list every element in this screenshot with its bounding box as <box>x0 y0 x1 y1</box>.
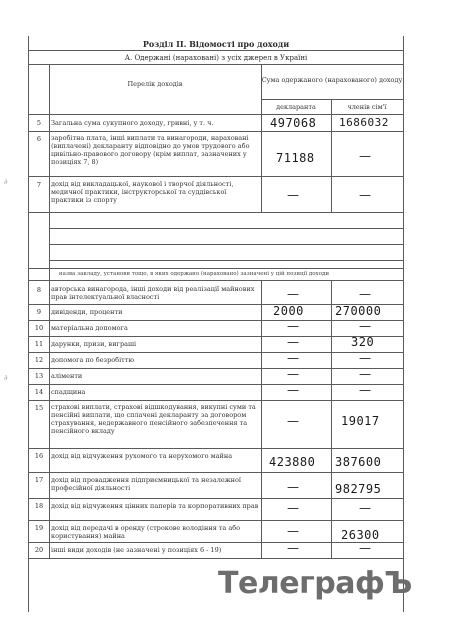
declaration-sheet <box>28 36 404 612</box>
row-description: аліменти <box>51 372 83 380</box>
row-number: 10 <box>34 324 44 332</box>
row-number: 6 <box>36 135 42 143</box>
rule <box>29 448 403 449</box>
declarant-amount: — <box>287 351 299 365</box>
rule <box>29 268 403 269</box>
row-number: 11 <box>34 340 44 348</box>
row-description: заробітна плата, інші виплати та винагороди, нараховані (виплачені) декларанту відповідно до умов трудового або цивільно-правового договору (крім виплат, зазначених у позиціях 7, 8) <box>51 134 250 166</box>
rule <box>29 520 403 521</box>
rule <box>29 368 403 369</box>
list-header: Перелік доходів <box>127 80 183 88</box>
declarant-amount: — <box>287 541 299 555</box>
family-amount: — <box>359 367 371 381</box>
row-description: дохід від викладацької, наукової і творчої діяльності, медичної практики, інструкторської та суддівської практики із спорту <box>51 180 234 204</box>
family-amount: — <box>359 501 371 515</box>
institution-note: назва закладу, установи тощо, в яких одержано (нараховано) зазначені у цій позиції доходи <box>59 271 330 277</box>
declarant-amount: — <box>287 287 299 301</box>
family-amount: 982795 <box>335 482 382 496</box>
row-description: страхові виплати, страхові відшкодування, викупні суми та пенсійні виплати, що сплачені декларанту за договором страхування, недержавного пенсійного забезпечення та пенсійного вкладу <box>51 403 256 435</box>
family-amount: 26300 <box>341 528 380 542</box>
row-description: допомога по безробіттю <box>51 356 135 364</box>
rule <box>29 498 403 499</box>
row-number: 5 <box>36 119 42 127</box>
grid-line <box>331 280 332 558</box>
family-amount: 19017 <box>341 414 380 428</box>
rule <box>29 472 403 473</box>
rule <box>29 114 403 115</box>
declarant-amount: 2000 <box>273 304 304 318</box>
subsection-title: А. Одержані (нараховані) з усіх джерел в Україні <box>124 54 308 62</box>
family-amount: — <box>359 287 371 301</box>
declarant-amount: — <box>287 383 299 397</box>
row-number: 19 <box>34 524 44 532</box>
margin-mark: ∂ <box>4 374 8 382</box>
rule <box>29 384 403 385</box>
row-description: матеріальна допомога <box>51 324 128 332</box>
row-description: авторська винагорода, інші доходи від реалізації майнових прав інтелектуальної власності <box>51 285 255 301</box>
row-description: дивіденди, проценти <box>51 308 123 316</box>
rule <box>29 64 403 65</box>
margin-mark: ∂ <box>4 178 8 186</box>
rule <box>29 320 403 321</box>
row-description: Загальна сума сукупного доходу, гривні, у т. ч. <box>51 119 214 127</box>
family-amount: 320 <box>351 335 375 349</box>
rule <box>29 558 403 559</box>
row-description: дарунки, призи, виграші <box>51 340 137 348</box>
declarant-amount: 71188 <box>276 151 315 165</box>
family-amount: — <box>359 319 371 333</box>
rule <box>29 131 403 132</box>
declarant-amount: 423880 <box>269 455 316 469</box>
grid-line <box>261 64 262 212</box>
row-number: 9 <box>36 308 42 316</box>
row-number: 14 <box>34 388 44 396</box>
rule <box>29 176 403 177</box>
row-number: 7 <box>36 181 42 189</box>
rule <box>261 99 403 100</box>
family-amount: — <box>359 351 371 365</box>
declarant-amount: — <box>287 501 299 515</box>
grid-line <box>261 280 262 558</box>
row-description: інші види доходів (не зазначені у позиціях 6 - 19) <box>51 546 222 554</box>
row-description: дохід від відчуження рухомого та нерухомого майна <box>51 452 233 460</box>
row-number: 12 <box>34 356 44 364</box>
section-title: Розділ II. Відомості про доходи <box>142 39 290 49</box>
rule <box>49 260 403 261</box>
rule <box>49 244 403 245</box>
rule <box>49 228 403 229</box>
row-number: 17 <box>34 476 44 484</box>
declarant-amount: — <box>287 414 299 428</box>
family-amount: 1686032 <box>339 116 389 129</box>
row-number: 15 <box>34 404 44 412</box>
declarant-amount: — <box>287 335 299 349</box>
declarant-amount: — <box>287 480 299 494</box>
declarant-column-header: декларанта <box>276 103 316 111</box>
family-amount: — <box>359 188 371 202</box>
row-number: 13 <box>34 372 44 380</box>
watermark-logo: ТелеграфЪ <box>218 566 412 601</box>
row-number: 20 <box>34 546 44 554</box>
declarant-amount: — <box>287 188 299 202</box>
amount-header: Сума одержаного (нарахованого) доходу <box>261 76 403 84</box>
row-number: 18 <box>34 502 44 510</box>
row-number: 8 <box>36 286 42 294</box>
row-description: дохід від передачі в оренду (строкове володіння та або користування) майна <box>51 524 241 540</box>
family-amount: — <box>359 149 371 163</box>
grid-line <box>49 64 50 558</box>
family-amount: 270000 <box>335 304 382 318</box>
rule <box>29 336 403 337</box>
family-column-header: членів сім'ї <box>347 103 387 111</box>
declarant-amount: 497068 <box>270 116 317 130</box>
row-description: дохід від провадження підприємницької та незалежної професійної діяльності <box>51 476 241 492</box>
row-description: спадщина <box>51 388 86 396</box>
family-amount: — <box>359 383 371 397</box>
declarant-amount: — <box>287 319 299 333</box>
family-amount: — <box>359 541 371 555</box>
rule <box>29 280 403 281</box>
declarant-amount: — <box>287 524 299 538</box>
rule <box>29 400 403 401</box>
declarant-amount: — <box>287 367 299 381</box>
row-description: дохід від відчуження цінних паперів та корпоративних прав <box>51 502 259 510</box>
rule <box>29 352 403 353</box>
row-number: 16 <box>34 452 44 460</box>
grid-line <box>331 99 332 212</box>
rule <box>29 542 403 543</box>
family-amount: 387600 <box>335 455 382 469</box>
rule <box>29 212 403 213</box>
rule <box>29 50 403 51</box>
